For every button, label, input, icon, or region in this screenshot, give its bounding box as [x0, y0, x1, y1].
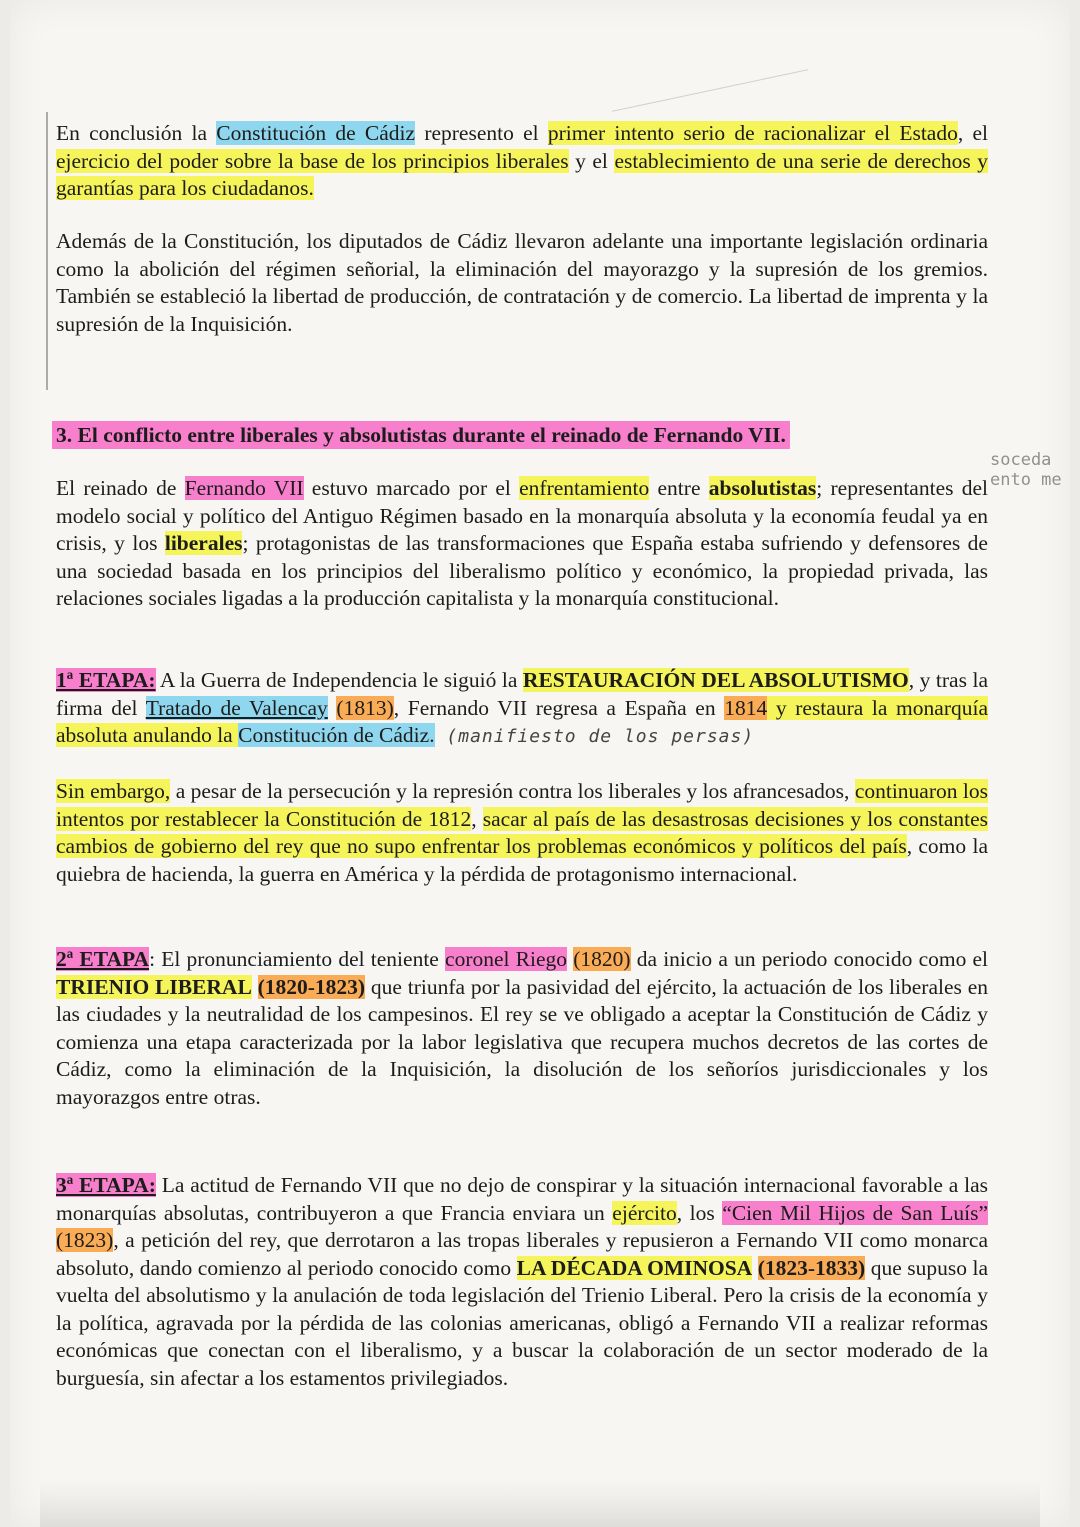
paragraph-etapa-3: 3ª ETAPA: La actitud de Fernando VII que no dejo de conspirar y la situación internacional favorable a las monarquías absolutas, contribuyeron a que Francia enviara un ejército, los “Cien Mil Hijos de San Luís” (1823), a petición del rey, que derrotaron a las tropas liberales y repusieron a Fernando VII como monarca absoluto, dando comienzo al periodo conocido como LA DÉCADA OMINOSA (1823-1833) que supuso la vuelta del absolutismo y la anulación de toda legislación del Trienio Liberal. Pero la crisis de la economía y la política, agravada por la pérdida de las colonias americanas, obligó a Fernando VII a realizar reformas económicas que conectan con el liberalismo, y a buscar la colaboración de un sector moderado de la burguesía, sin afectar a los estamentos privilegiados. — [56, 1173, 988, 1390]
section-title: 3. El conflicto entre liberales y absolutistas durante el reinado de Fernando VII. — [52, 420, 942, 450]
etapa-3-label: 3ª ETAPA: — [56, 1173, 156, 1197]
paragraph-reinado: El reinado de Fernando VII estuvo marcado por el enfrentamiento entre absolutistas; representantes del modelo social y político del Antiguo Régimen basado en la monarquía absoluta y la economía feudal ya en crisis, y los liberales; protagonistas de las transformaciones que España estaba sufriendo y defensores de una sociedad basada en los principios del liberalismo político y económico, la propiedad privada, las relaciones sociales ligadas a la producción capitalista y la monarquía constitucional. — [56, 476, 989, 610]
paragraph-sin-embargo: Sin embargo, a pesar de la persecución y la represión contra los liberales y los afrancesados, continuaron los intentos por restablecer la Constitución de 1812, sacar al país de las desastrosas decisiones y los constantes cambios de gobierno del rey que no supo enfrentar los problemas económicos y políticos del país, como la quiebra de hacienda, la guerra en América y la pérdida de protagonismo internacional. — [56, 779, 989, 886]
paragraph-etapa-2: 2ª ETAPA: El pronunciamiento del teniente coronel Riego (1820) da inicio a un periodo conocido como el TRIENIO LIBERAL (1820-1823) que triunfa por la pasividad del ejército, la actuación de los liberales en las ciudades y la neutralidad de los campesinos. El rey se ve obligado a aceptar la Constitución de Cádiz y comienza una etapa caracterizada por la labor legislativa que recupera muchos decretos de las cortes de Cádiz, como la eliminación de la Inquisición, la disolución de los señoríos jurisdiccionales y los mayorazgos entre otras. — [56, 947, 989, 1109]
margin-handwritten-note: soceda ento me — [990, 450, 1062, 490]
page-bottom-shadow — [40, 1477, 1040, 1527]
pencil-stroke — [612, 69, 808, 112]
etapa-2-label: 2ª ETAPA — [56, 947, 150, 971]
paragraph-conclusion: En conclusión la Constitución de Cádiz represento el primer intento serio de racionalizar el Estado, el ejercicio del poder sobre la base de los principios liberales y el establecimiento de una serie de derechos y garantías para los ciudadanos. — [56, 121, 988, 200]
paragraph-etapa-1: 1ª ETAPA: A la Guerra de Independencia le siguió la RESTAURACIÓN DEL ABSOLUTISMO, y tras la firma del Tratado de Valencay (1813), Fernando VII regresa a España en 1814 y restaura la monarquía absoluta anulando la Constitución de Cádiz. (manifiesto de los persas) — [56, 668, 989, 747]
etapa-1-label: 1ª ETAPA: — [56, 668, 156, 692]
pencil-margin-line — [46, 112, 48, 390]
paragraph-legislation: Además de la Constitución, los diputados de Cádiz llevaron adelante una importante legislación ordinaria como la abolición del régimen señorial, la eliminación del mayorazgo y la supresión de los gremios. También se estableció la libertad de producción, de contratación y de comercio. La libertad de imprenta y la supresión de la Inquisición. — [56, 229, 988, 336]
handwritten-annotation: (manifiesto de los persas) — [434, 726, 755, 747]
